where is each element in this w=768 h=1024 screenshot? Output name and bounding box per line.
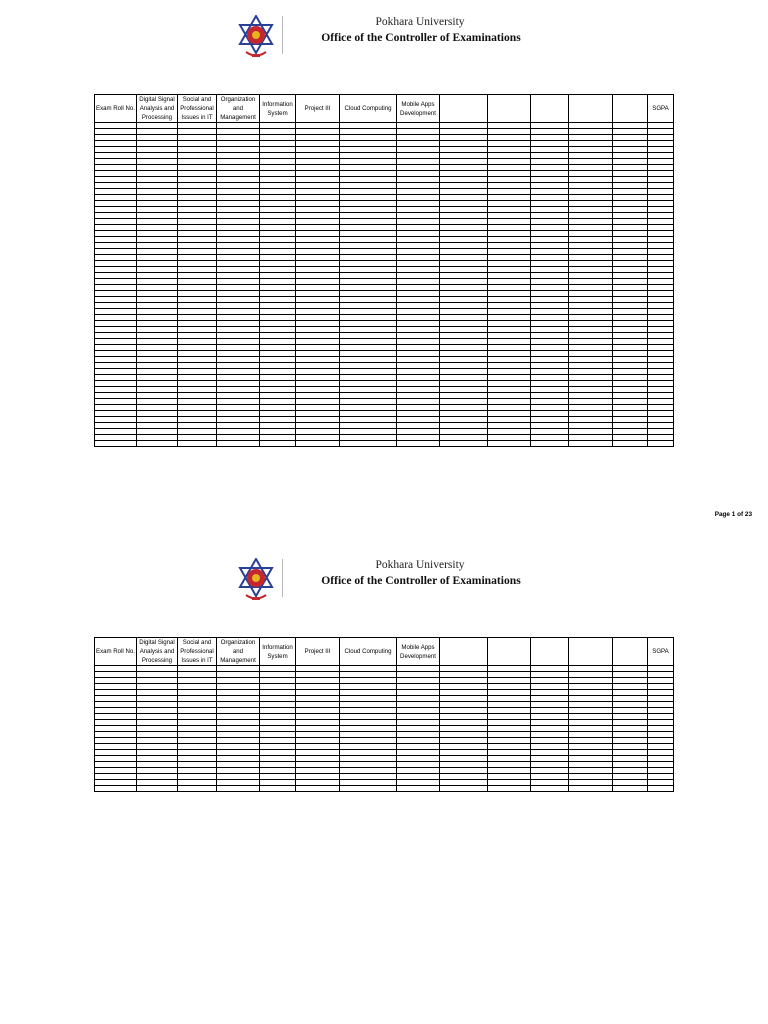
university-emblem-icon xyxy=(238,15,274,59)
table-cell xyxy=(488,441,531,447)
col-sgpa: SGPA xyxy=(648,638,674,666)
col-organization-management: Organization and Management xyxy=(217,638,260,666)
col-digital-signal-analysis: Digital Signal Analysis and Processing xyxy=(137,95,178,123)
col-cloud-computing: Cloud Computing xyxy=(340,95,397,123)
col-exam-roll-no: Exam Roll No. xyxy=(95,638,137,666)
table-cell xyxy=(178,786,217,792)
header-divider xyxy=(282,559,283,597)
table-row xyxy=(95,786,674,792)
table-cell xyxy=(569,441,613,447)
col-blank xyxy=(613,638,648,666)
university-emblem-icon xyxy=(238,558,274,602)
table-cell xyxy=(440,786,488,792)
col-cloud-computing: Cloud Computing xyxy=(340,638,397,666)
header-divider xyxy=(282,16,283,54)
table-cell xyxy=(95,786,137,792)
table-cell xyxy=(137,441,178,447)
table-cell xyxy=(440,441,488,447)
table-cell xyxy=(95,441,137,447)
col-blank xyxy=(531,95,569,123)
table-cell xyxy=(260,441,296,447)
col-social-professional-issues: Social and Professional Issues in IT xyxy=(178,638,217,666)
col-blank xyxy=(613,95,648,123)
office-name: Office of the Controller of Examinations xyxy=(321,574,521,587)
table-cell xyxy=(260,786,296,792)
col-project-iii: Project III xyxy=(296,95,340,123)
table-cell xyxy=(217,786,260,792)
col-exam-roll-no: Exam Roll No. xyxy=(95,95,137,123)
university-name: Pokhara University xyxy=(375,16,465,28)
col-project-iii: Project III xyxy=(296,638,340,666)
header-row xyxy=(95,95,674,123)
page-1-header xyxy=(0,12,768,62)
table-cell xyxy=(340,786,397,792)
table-cell xyxy=(296,786,340,792)
col-blank xyxy=(488,638,531,666)
table-cell xyxy=(397,786,440,792)
table-cell xyxy=(648,441,674,447)
col-blank xyxy=(488,95,531,123)
col-mobile-apps-development: Mobile Apps Development xyxy=(397,95,440,123)
table-cell xyxy=(178,441,217,447)
table-cell xyxy=(340,441,397,447)
header-row xyxy=(95,638,674,666)
office-name: Office of the Controller of Examinations xyxy=(321,31,521,44)
table-cell xyxy=(531,441,569,447)
col-information-system: Information System xyxy=(260,95,296,123)
table-cell xyxy=(397,441,440,447)
table-row xyxy=(95,441,674,447)
col-blank xyxy=(440,638,488,666)
col-blank xyxy=(531,638,569,666)
col-mobile-apps-development: Mobile Apps Development xyxy=(397,638,440,666)
table-cell xyxy=(648,786,674,792)
table-cell xyxy=(613,786,648,792)
table-cell xyxy=(531,786,569,792)
col-digital-signal-analysis: Digital Signal Analysis and Processing xyxy=(137,638,178,666)
col-blank xyxy=(569,638,613,666)
table-cell xyxy=(137,786,178,792)
grade-sheet-table-page-1 xyxy=(94,94,674,447)
page-2-header xyxy=(0,555,768,605)
table-cell xyxy=(569,786,613,792)
col-sgpa: SGPA xyxy=(648,95,674,123)
page-number: Page 1 of 23 xyxy=(714,511,752,518)
col-blank xyxy=(440,95,488,123)
grade-sheet-table-page-2 xyxy=(94,637,674,792)
table-body-page-1 xyxy=(95,123,674,447)
col-blank xyxy=(569,95,613,123)
table-body-page-2 xyxy=(95,666,674,792)
table-cell xyxy=(296,441,340,447)
col-social-professional-issues: Social and Professional Issues in IT xyxy=(178,95,217,123)
table-cell xyxy=(488,786,531,792)
col-information-system: Information System xyxy=(260,638,296,666)
col-organization-management: Organization and Management xyxy=(217,95,260,123)
university-name: Pokhara University xyxy=(375,559,465,571)
table-cell xyxy=(217,441,260,447)
table-cell xyxy=(613,441,648,447)
